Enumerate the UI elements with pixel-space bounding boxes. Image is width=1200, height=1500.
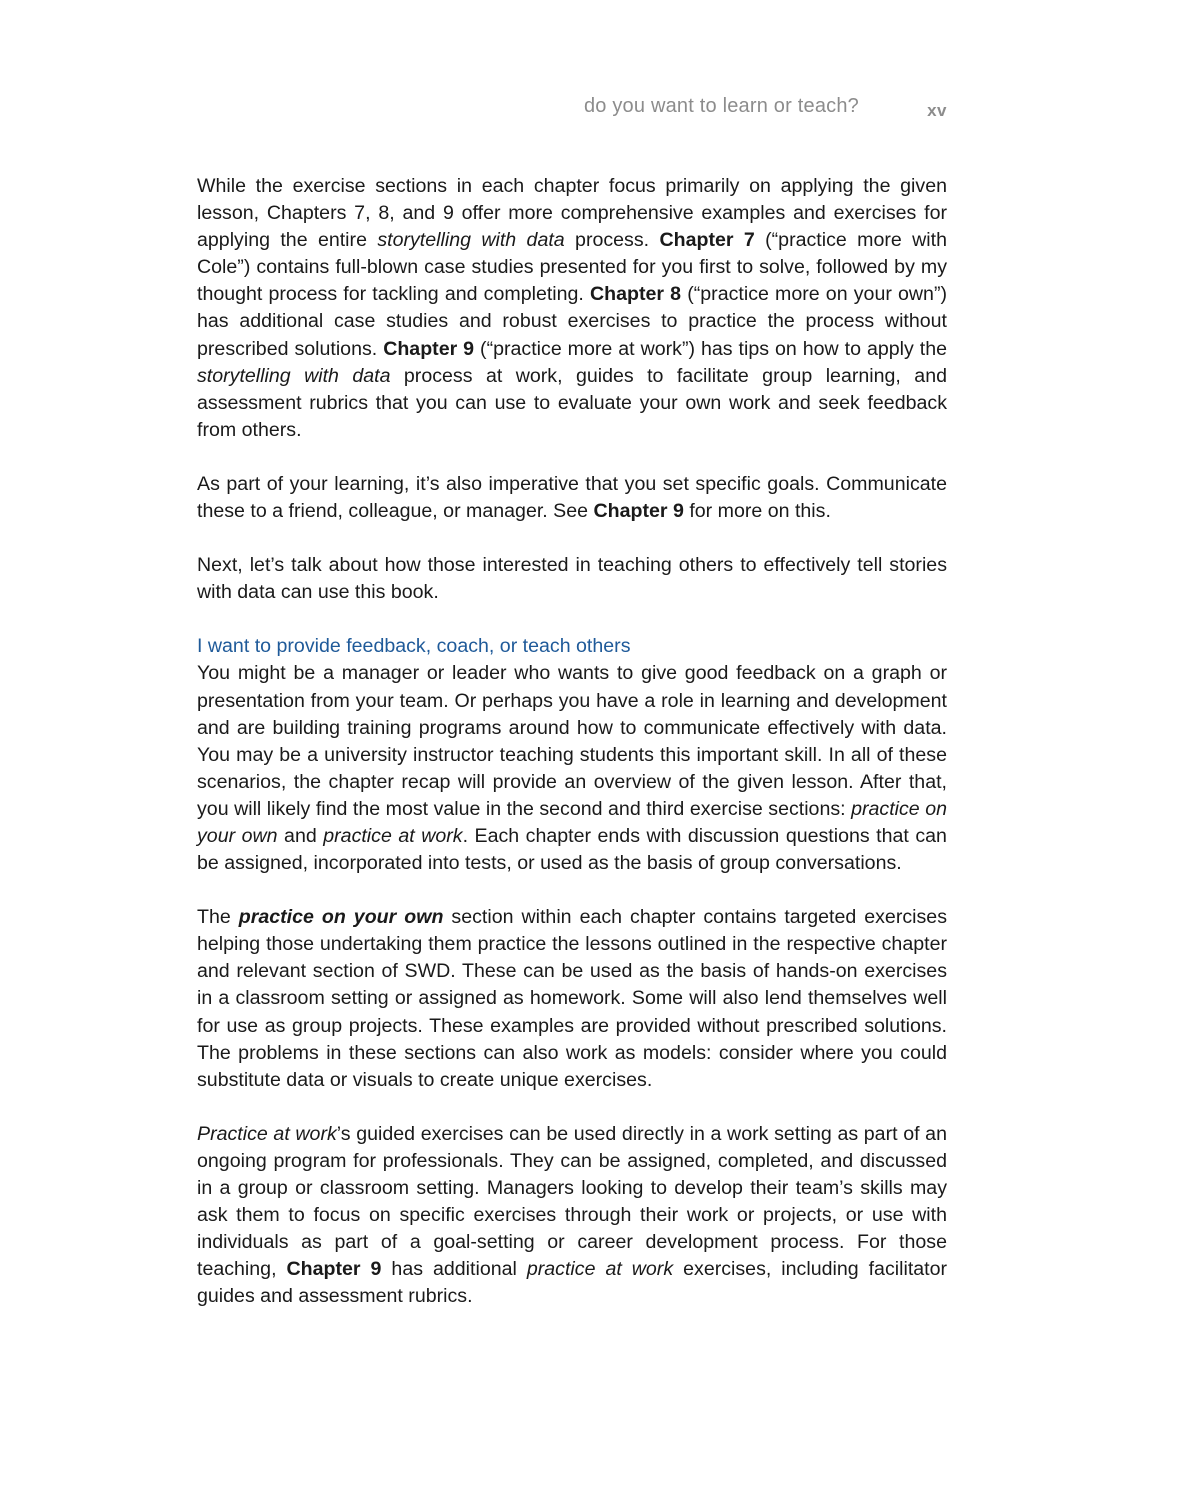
book-title-emphasis: storytelling with data — [197, 364, 391, 387]
section-name-emphasis: practice on your own — [238, 906, 444, 929]
running-title: do you want to learn or teach? — [583, 95, 859, 117]
running-head — [0, 95, 947, 125]
paragraph-teaching-scenarios: You might be a manager or leader who wants to give good feedback on a graph or presentation from your team. Or perhaps you have a role in learning and development and are building training programs around how to communicate effectively with data. You may be a university instructor teaching students this important skill. In all of these scenarios, the chapter recap will provide an overview of the given lesson. After that, you will likely find the most value in the second and third exercise sections: practice on your own and practice at work. Each chapter ends with discussion questions that can be assigned, incorporated into tests, or used as the basis of group conversations. — [197, 662, 947, 875]
section-name-emphasis: practice at work — [323, 824, 463, 847]
paragraph-transition: Next, let’s talk about how those interested in teaching others to effectively tell stories with data can use this book. — [197, 554, 947, 604]
section-name-emphasis: Practice at work — [197, 1122, 337, 1145]
paragraph-practice-at-work: Practice at work’s guided exercises can be used directly in a work setting as part of an ongoing program for professionals. They can be assigned, completed, and discussed in a group or classroom setting. Managers looking to develop their team’s skills may ask them to focus on specific exercises through their work or projects, or use with individuals as part of a goal-setting or career development process. For those teaching, Chapter 9 has additional practice at work exercises, including facilitator guides and assessment rubrics. — [197, 1122, 948, 1308]
book-title-emphasis: storytelling with data — [377, 229, 565, 252]
paragraph-practice-on-your-own: The practice on your own section within each chapter contains targeted exercises helping those undertaking them practice the lessons outlined in the respective chapter and relevant section of SWD. These can be used as the basis of hands-on exercises in a classroom setting or assigned as homework. Some will also lend themselves well for use as group projects. These examples are provided without prescribed solutions. The problems in these sections can also work as models: consider where you could substitute data or visuals to create unique exercises. — [197, 906, 947, 1091]
section-heading: I want to provide feedback, coach, or teach others — [197, 635, 631, 658]
paragraph-goals: As part of your learning, it’s also imperative that you set specific goals. Communicate these to a friend, colleague, or manager. See Chapter 9 for more on this. — [197, 472, 947, 523]
chapter-reference: Chapter 9 — [286, 1258, 382, 1281]
chapter-reference: Chapter 9 — [383, 337, 475, 360]
paragraph-chapters-overview: While the exercise sections in each chapter focus primarily on applying the given lesson, Chapters 7, 8, and 9 offer more comprehensive examples and exercises for applying the entire storytelling with data process. Chapter 7 (“practice more with Cole”) contains full-blown case studies presented for you first to solve, followed by my thought process for tackling and completing. Chapter 8 (“practice more on your own”) has additional case studies and robust exercises to practice the process without prescribed solutions. Chapter 9 (“practice more at work”) has tips on how to apply the storytelling with data process at work, guides to facilitate group learning, and assessment rubrics that you can use to evaluate your own work and seek feedback from others. — [197, 175, 947, 441]
chapter-reference: Chapter 9 — [593, 500, 684, 523]
page-number: xv — [927, 101, 947, 120]
chapter-reference: Chapter 8 — [590, 283, 682, 306]
page-body — [197, 173, 947, 1310]
chapter-reference: Chapter 7 — [659, 229, 755, 252]
section-name-emphasis: practice at work — [526, 1258, 674, 1281]
section-name-emphasis: practice on your own — [197, 797, 947, 847]
